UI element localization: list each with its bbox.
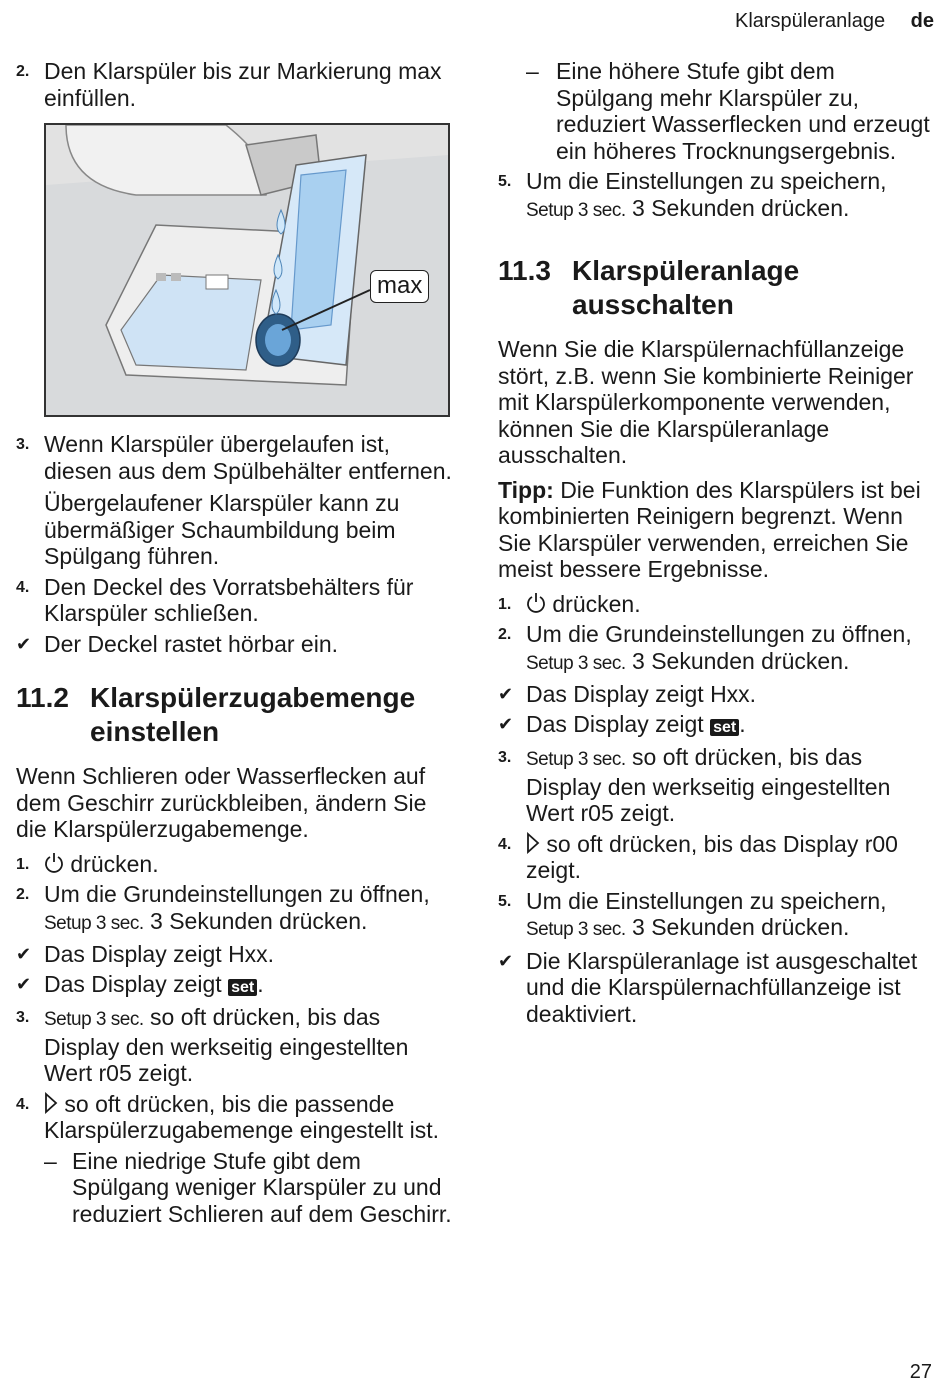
power-icon (44, 852, 64, 874)
result-lid-clicks: ✔ Der Deckel rastet hörbar ein. (16, 630, 339, 657)
checkmark-icon: ✔ (498, 713, 514, 734)
result-disabled: ✔ Die Klarspüleranlage ist ausgeschaltet und die Klarspülernachfüllanzeige ist deaktiviert. (498, 947, 918, 1027)
set-display-symbol: set (228, 979, 257, 996)
tip-paragraph: Tipp: Die Funktion des Klarspülers ist bei kombinierten Reinigern begrenzt. Wenn Sie Klarspüler verwenden, erreichen Sie meist bessere Ergebnisse. (498, 476, 921, 582)
step-power-on: 1. drücken. (16, 850, 159, 877)
checkmark-icon: ✔ (498, 684, 514, 704)
step-save-settings: 5. Um die Einstellungen zu speichern, Setup 3 sec. 3 Sekunden drücken. (498, 168, 887, 221)
section-title: Klarspüleranlage (734, 10, 886, 32)
step-press-setup: 3. Setup 3 sec. so oft drücken, bis das Display den werkseitig eingestellten Wert r05 zeigt. (16, 1004, 409, 1086)
setup-key-label: Setup 3 sec. (526, 199, 626, 221)
language-code: de (910, 10, 934, 32)
setup-key-label: Setup 3 sec. (44, 912, 144, 934)
tip-label: Tipp: (498, 476, 554, 503)
checkmark-icon: ✔ (16, 633, 32, 654)
setup-key-label: Setup 3 sec. (44, 1009, 144, 1030)
left-column (16, 58, 452, 1231)
checkmark-icon: ✔ (16, 973, 32, 994)
result-hxx: ✔ Das Display zeigt Hxx. (498, 681, 757, 707)
checkmark-icon: ✔ (16, 944, 32, 964)
next-arrow-icon (526, 832, 540, 854)
intro-11-2: Wenn Schlieren oder Wasserflecken auf dem Geschirr zurückbleiben, ändern Sie die Klarspülerzugabemenge. (16, 763, 427, 842)
result-set: ✔ Das Display zeigt set . (16, 970, 264, 997)
step-open-settings: 2. Um die Grundeinstellungen zu öffnen, Setup 3 sec. 3 Sekunden drücken. (498, 621, 912, 674)
section-heading-11-3: 11.3 Klarspüleranlage ausschalten (498, 255, 800, 320)
max-label: max (370, 270, 429, 303)
page-header (735, 10, 934, 33)
step-open-settings: 2. Um die Grundeinstellungen zu öffnen, Setup 3 sec. 3 Sekunden drücken. (16, 881, 430, 934)
step-press-setup: 3. Setup 3 sec. so oft drücken, bis das Display den werkseitig eingestellten Wert r05 zeigt. (498, 744, 891, 826)
section-heading-11-2: 11.2 Klarspülerzugabemenge einstellen (16, 682, 416, 747)
setup-key-label: Setup 3 sec. (526, 919, 626, 940)
step-press-next: 4. so oft drücken, bis das Display r00 zeigt. (498, 830, 898, 883)
step-save-settings-2: 5. Um die Einstellungen zu speichern, Setup 3 sec. 3 Sekunden drücken. (498, 887, 887, 940)
checkmark-icon: ✔ (498, 950, 514, 971)
intro-11-3: Wenn Sie die Klarspülernachfüllanzeige stört, z.B. wenn Sie kombinierte Reiniger mit Klarspülerkomponente verwenden, können Sie die Klarspüleranlage ausschalten. (498, 336, 914, 468)
step-remove-overflow: 3. Wenn Klarspüler übergelaufen ist, diesen aus dem Spülbehälter entfernen. (16, 431, 452, 484)
overflow-note: Übergelaufener Klarspüler kann zu übermäßiger Schaumbildung beim Spülgang führen. (44, 490, 400, 569)
setup-key-label: Setup 3 sec. (526, 652, 626, 674)
step-press-next: 4. so oft drücken, bis die passende Klarspülerzugabemenge eingestellt ist. (16, 1090, 440, 1143)
page-number: 27 (909, 1361, 932, 1383)
power-icon (526, 592, 546, 614)
setup-key-label: Setup 3 sec. (526, 749, 626, 770)
dash-high-level: – Eine höhere Stufe gibt dem Spülgang mehr Klarspüler zu, reduziert Wasserflecken und erzeugt ein höheres Trocknungsergebnis. (526, 58, 930, 164)
dash-low-level: – Eine niedrige Stufe gibt dem Spülgang weniger Klarspüler zu und reduziert Schlieren auf dem Geschirr. (44, 1147, 452, 1227)
next-arrow-icon (44, 1092, 58, 1114)
result-hxx: ✔ Das Display zeigt Hxx. (16, 941, 275, 967)
rinse-aid-illustration (44, 123, 450, 417)
set-display-symbol: set (710, 719, 739, 736)
result-set: ✔ Das Display zeigt set . (498, 710, 746, 737)
step-fill-rinse-aid: 2. Den Klarspüler bis zur Markierung max einfüllen. (16, 58, 442, 111)
step-power-on: 1. drücken. (498, 590, 641, 617)
right-column (498, 58, 934, 1030)
step-close-lid: 4. Den Deckel des Vorratsbehälters für Klarspüler schließen. (16, 573, 414, 626)
